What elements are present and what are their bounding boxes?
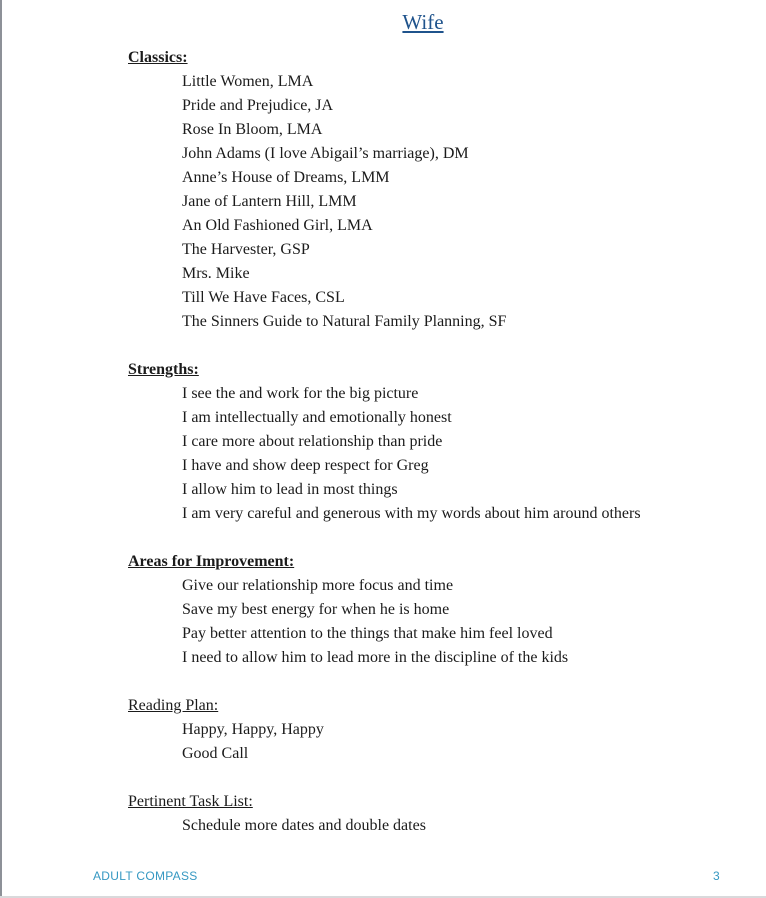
list-item: Jane of Lantern Hill, LMM <box>182 193 357 210</box>
list-item: Give our relationship more focus and time <box>182 577 454 594</box>
list-item: Save my best energy for when he is home <box>182 601 450 618</box>
list-item: Till We Have Faces, CSL <box>182 289 345 306</box>
list-item: I allow him to lead in most things <box>182 481 398 498</box>
list-item: John Adams (I love Abigail’s marriage), DM <box>182 145 469 162</box>
list-item: Rose In Bloom, LMA <box>182 121 323 138</box>
list-item: I need to allow him to lead more in the discipline of the kids <box>182 649 569 666</box>
section-heading: Classics: <box>128 49 188 66</box>
section-heading: Pertinent Task List: <box>128 793 253 810</box>
list-item: Anne’s House of Dreams, LMM <box>182 169 390 186</box>
list-item: Mrs. Mike <box>182 265 250 282</box>
page-number: 3 <box>713 869 720 883</box>
list-item: The Sinners Guide to Natural Family Planning, SF <box>182 313 507 330</box>
page-left-edge <box>0 0 2 898</box>
list-item: Happy, Happy, Happy <box>182 721 324 738</box>
section-heading: Strengths: <box>128 361 199 378</box>
footer-brand: ADULT COMPASS <box>93 869 198 883</box>
section <box>128 46 746 334</box>
section <box>128 358 746 526</box>
list-item: I am intellectually and emotionally honest <box>182 409 452 426</box>
list-item: Little Women, LMA <box>182 73 314 90</box>
page-title-link[interactable]: Wife <box>402 10 444 34</box>
section <box>128 790 746 838</box>
list-item: Pride and Prejudice, JA <box>182 97 334 114</box>
list-item: Pay better attention to the things that make him feel loved <box>182 625 553 642</box>
list-item: I am very careful and generous with my words about him around others <box>182 505 641 522</box>
list-item: Good Call <box>182 745 249 762</box>
page-footer <box>93 869 720 883</box>
section <box>128 694 746 766</box>
list-item: I see the and work for the big picture <box>182 385 419 402</box>
section-heading: Areas for Improvement: <box>128 553 295 570</box>
list-item: I have and show deep respect for Greg <box>182 457 429 474</box>
document-body <box>128 46 746 838</box>
list-item: The Harvester, GSP <box>182 241 310 258</box>
section-heading: Reading Plan: <box>128 697 219 714</box>
list-item: Schedule more dates and double dates <box>182 817 426 834</box>
title-row <box>93 9 753 35</box>
list-item: An Old Fashioned Girl, LMA <box>182 217 373 234</box>
section <box>128 550 746 670</box>
list-item: I care more about relationship than pride <box>182 433 443 450</box>
